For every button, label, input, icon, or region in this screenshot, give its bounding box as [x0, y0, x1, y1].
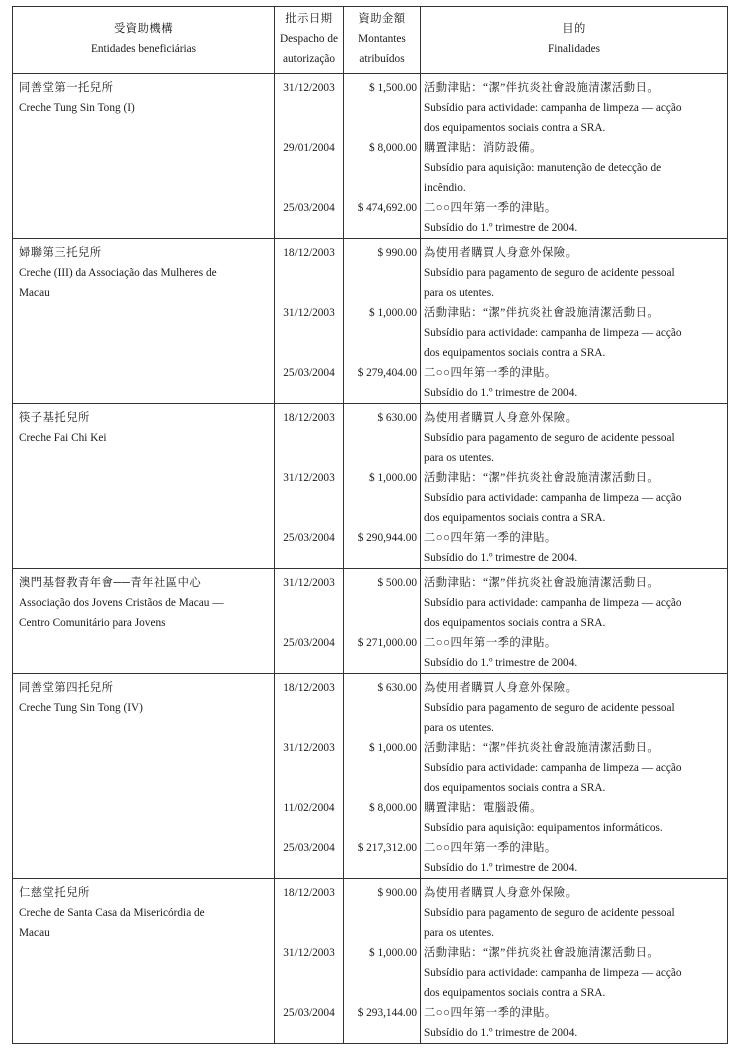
finality-text-zh: 活動津貼：“潔”伴抗炎社會設施清潔活動日。 [424, 577, 660, 589]
entity-cell [13, 404, 275, 569]
authorization-date: 25/03/2004 [283, 367, 335, 379]
entity-name-zh: 婦聯第三托兒所 [19, 247, 102, 259]
header-date [275, 7, 344, 74]
entity-name-pt: Creche Fai Chi Kei [19, 432, 107, 444]
finality-text-zh: 活動津貼：“潔”伴抗炎社會設施清潔活動日。 [424, 947, 660, 959]
granted-amount: $ 290,944.00 [357, 532, 417, 544]
finality-text-zh: 活動津貼：“潔”伴抗炎社會設施清潔活動日。 [424, 742, 660, 754]
table-row [13, 239, 728, 404]
finality-text-zh: 二○○四年第一季的津貼。 [424, 202, 557, 214]
finality-item [421, 303, 727, 363]
granted-amount: $ 630.00 [377, 682, 417, 694]
finality-text-pt: Subsídio para pagamento de seguro de acidente pessoal [424, 702, 675, 714]
header-amount-zh: 資助金額 [358, 13, 406, 25]
granted-amount: $ 271,000.00 [357, 637, 417, 649]
entity-name-zh: 同善堂第一托兒所 [19, 82, 114, 94]
finality-text-zh: 二○○四年第一季的津貼。 [424, 842, 557, 854]
finality-text-pt: para os utentes. [424, 452, 494, 464]
date-cell [275, 74, 344, 239]
amount-cell [344, 674, 421, 879]
granted-amount: $ 630.00 [377, 412, 417, 424]
entity-name-zh: 同善堂第四托兒所 [19, 682, 114, 694]
header-finality-zh: 目的 [562, 23, 586, 35]
entity-name-pt: Centro Comunitário para Jovens [19, 617, 166, 629]
finality-item [421, 243, 727, 303]
finality-text-zh: 二○○四年第一季的津貼。 [424, 1007, 557, 1019]
authorization-date: 31/12/2003 [283, 742, 335, 754]
authorization-date: 25/03/2004 [283, 532, 335, 544]
entity-name-zh: 筷子基托兒所 [19, 412, 90, 424]
finality-text-pt: dos equipamentos sociais contra a SRA. [424, 987, 606, 999]
entity-name-zh: 仁慈堂托兒所 [19, 887, 90, 899]
table-row [13, 404, 728, 569]
table-body [13, 74, 728, 1044]
granted-amount: $ 1,000.00 [368, 472, 417, 484]
finality-item [421, 633, 727, 673]
entity-cell [13, 569, 275, 674]
table-row [13, 74, 728, 239]
entity-name-pt: Creche Tung Sin Tong (I) [19, 102, 135, 114]
header-finality-pt: Finalidades [547, 43, 601, 55]
table-row [13, 674, 728, 879]
date-cell [275, 674, 344, 879]
finality-text-pt: dos equipamentos sociais contra a SRA. [424, 122, 606, 134]
finality-text-zh: 二○○四年第一季的津貼。 [424, 637, 557, 649]
authorization-date: 29/01/2004 [283, 142, 335, 154]
date-cell [275, 569, 344, 674]
entity-cell [13, 879, 275, 1044]
finality-text-pt: dos equipamentos sociais contra a SRA. [424, 512, 606, 524]
header-entity-pt: Entidades beneficiárias [90, 43, 197, 55]
amount-cell [344, 74, 421, 239]
authorization-date: 25/03/2004 [283, 637, 335, 649]
finality-item [421, 468, 727, 528]
finality-cell [421, 239, 728, 404]
authorization-date: 31/12/2003 [283, 947, 335, 959]
granted-amount: $ 1,500.00 [368, 82, 417, 94]
finality-text-pt: Subsídio para actividade: campanha de limpeza — acção [424, 762, 682, 774]
finality-text-pt: dos equipamentos sociais contra a SRA. [424, 782, 606, 794]
finality-text-pt: incêndio. [424, 182, 466, 194]
granted-amount: $ 990.00 [377, 247, 417, 259]
authorization-date: 18/12/2003 [283, 887, 335, 899]
finality-item [421, 678, 727, 738]
header-entity [13, 7, 275, 74]
amount-cell [344, 879, 421, 1044]
entity-cell [13, 239, 275, 404]
table-row [13, 569, 728, 674]
finality-text-zh: 二○○四年第一季的津貼。 [424, 367, 557, 379]
finality-item [421, 198, 727, 238]
authorization-date: 25/03/2004 [283, 202, 335, 214]
granted-amount: $ 8,000.00 [368, 802, 417, 814]
finality-text-pt: Subsídio do 1.º trimestre de 2004. [424, 862, 578, 874]
granted-amount: $ 279,404.00 [357, 367, 417, 379]
granted-amount: $ 8,000.00 [368, 142, 417, 154]
finality-text-pt: dos equipamentos sociais contra a SRA. [424, 347, 606, 359]
finality-item [421, 738, 727, 798]
entity-name-pt: Macau [19, 927, 50, 939]
finality-item [421, 573, 727, 633]
finality-item [421, 78, 727, 138]
finality-text-pt: Subsídio para pagamento de seguro de acidente pessoal [424, 907, 675, 919]
authorization-date: 31/12/2003 [283, 307, 335, 319]
finality-item [421, 883, 727, 943]
entity-cell [13, 674, 275, 879]
finality-item [421, 363, 727, 403]
authorization-date: 18/12/2003 [283, 682, 335, 694]
finality-text-pt: para os utentes. [424, 287, 494, 299]
finality-item [421, 838, 727, 878]
finality-text-pt: Subsídio para aquisição: equipamentos informáticos. [424, 822, 663, 834]
finality-item [421, 528, 727, 568]
subsidy-table [12, 6, 728, 1044]
finality-text-pt: para os utentes. [424, 927, 494, 939]
finality-text-zh: 活動津貼：“潔”伴抗炎社會設施清潔活動日。 [424, 82, 660, 94]
finality-text-zh: 購置津貼：電腦設備。 [424, 802, 542, 814]
finality-text-pt: Subsídio para actividade: campanha de limpeza — acção [424, 102, 682, 114]
authorization-date: 31/12/2003 [283, 82, 335, 94]
finality-cell [421, 674, 728, 879]
entity-cell [13, 74, 275, 239]
finality-text-zh: 為使用者購買人身意外保險。 [424, 412, 578, 424]
finality-text-pt: Subsídio do 1.º trimestre de 2004. [424, 552, 578, 564]
finality-text-pt: Subsídio do 1.º trimestre de 2004. [424, 222, 578, 234]
header-date-pt-1: Despacho de [279, 33, 339, 45]
entity-name-pt: Macau [19, 287, 50, 299]
entity-name-pt: Associação dos Jovens Cristãos de Macau — [19, 597, 224, 609]
authorization-date: 18/12/2003 [283, 247, 335, 259]
finality-item [421, 1003, 727, 1043]
finality-cell [421, 879, 728, 1044]
finality-cell [421, 404, 728, 569]
granted-amount: $ 1,000.00 [368, 742, 417, 754]
finality-text-zh: 為使用者購買人身意外保險。 [424, 247, 578, 259]
finality-text-pt: Subsídio do 1.º trimestre de 2004. [424, 1027, 578, 1039]
header-amount-pt-1: Montantes [358, 33, 406, 45]
granted-amount: $ 217,312.00 [357, 842, 417, 854]
header-amount [344, 7, 421, 74]
finality-text-zh: 活動津貼：“潔”伴抗炎社會設施清潔活動日。 [424, 472, 660, 484]
finality-text-pt: dos equipamentos sociais contra a SRA. [424, 617, 606, 629]
granted-amount: $ 1,000.00 [368, 947, 417, 959]
granted-amount: $ 293,144.00 [357, 1007, 417, 1019]
finality-text-pt: para os utentes. [424, 722, 494, 734]
finality-text-pt: Subsídio do 1.º trimestre de 2004. [424, 387, 578, 399]
finality-text-zh: 為使用者購買人身意外保險。 [424, 682, 578, 694]
finality-text-pt: Subsídio do 1.º trimestre de 2004. [424, 657, 578, 669]
table-row [13, 879, 728, 1044]
finality-item [421, 138, 727, 198]
granted-amount: $ 500.00 [377, 577, 417, 589]
header-entity-zh: 受資助機構 [114, 23, 173, 35]
header-finality [421, 7, 728, 74]
amount-cell [344, 404, 421, 569]
entity-name-pt: Creche (III) da Associação das Mulheres de [19, 267, 217, 279]
finality-text-pt: Subsídio para actividade: campanha de limpeza — acção [424, 967, 682, 979]
authorization-date: 25/03/2004 [283, 1007, 335, 1019]
authorization-date: 11/02/2004 [283, 802, 335, 814]
authorization-date: 25/03/2004 [283, 842, 335, 854]
finality-text-pt: Subsídio para actividade: campanha de limpeza — acção [424, 597, 682, 609]
finality-item [421, 943, 727, 1003]
finality-text-pt: Subsídio para aquisição: manutenção de detecção de [424, 162, 662, 174]
authorization-date: 31/12/2003 [283, 472, 335, 484]
finality-item [421, 798, 727, 838]
header-date-pt-2: autorização [282, 53, 336, 65]
entity-name-pt: Creche de Santa Casa da Misericórdia de [19, 907, 205, 919]
subsidy-table-page [12, 6, 727, 1044]
finality-text-zh: 購置津貼：消防設備。 [424, 142, 542, 154]
finality-text-zh: 為使用者購買人身意外保險。 [424, 887, 578, 899]
entity-name-zh: 澳門基督教青年會──青年社區中心 [19, 577, 202, 589]
finality-text-pt: Subsídio para actividade: campanha de limpeza — acção [424, 492, 682, 504]
finality-cell [421, 569, 728, 674]
entity-name-pt: Creche Tung Sin Tong (IV) [19, 702, 143, 714]
authorization-date: 31/12/2003 [283, 577, 335, 589]
authorization-date: 18/12/2003 [283, 412, 335, 424]
granted-amount: $ 900.00 [377, 887, 417, 899]
date-cell [275, 879, 344, 1044]
granted-amount: $ 1,000.00 [368, 307, 417, 319]
amount-cell [344, 239, 421, 404]
granted-amount: $ 474,692.00 [357, 202, 417, 214]
finality-text-pt: Subsídio para pagamento de seguro de acidente pessoal [424, 267, 675, 279]
date-cell [275, 239, 344, 404]
finality-text-zh: 活動津貼：“潔”伴抗炎社會設施清潔活動日。 [424, 307, 660, 319]
header-amount-pt-2: atribuídos [359, 53, 405, 65]
finality-text-pt: Subsídio para actividade: campanha de limpeza — acção [424, 327, 682, 339]
finality-text-pt: Subsídio para pagamento de seguro de acidente pessoal [424, 432, 675, 444]
amount-cell [344, 569, 421, 674]
date-cell [275, 404, 344, 569]
finality-cell [421, 74, 728, 239]
header-date-zh: 批示日期 [285, 13, 333, 25]
finality-text-zh: 二○○四年第一季的津貼。 [424, 532, 557, 544]
table-header-row [13, 7, 728, 74]
finality-item [421, 408, 727, 468]
